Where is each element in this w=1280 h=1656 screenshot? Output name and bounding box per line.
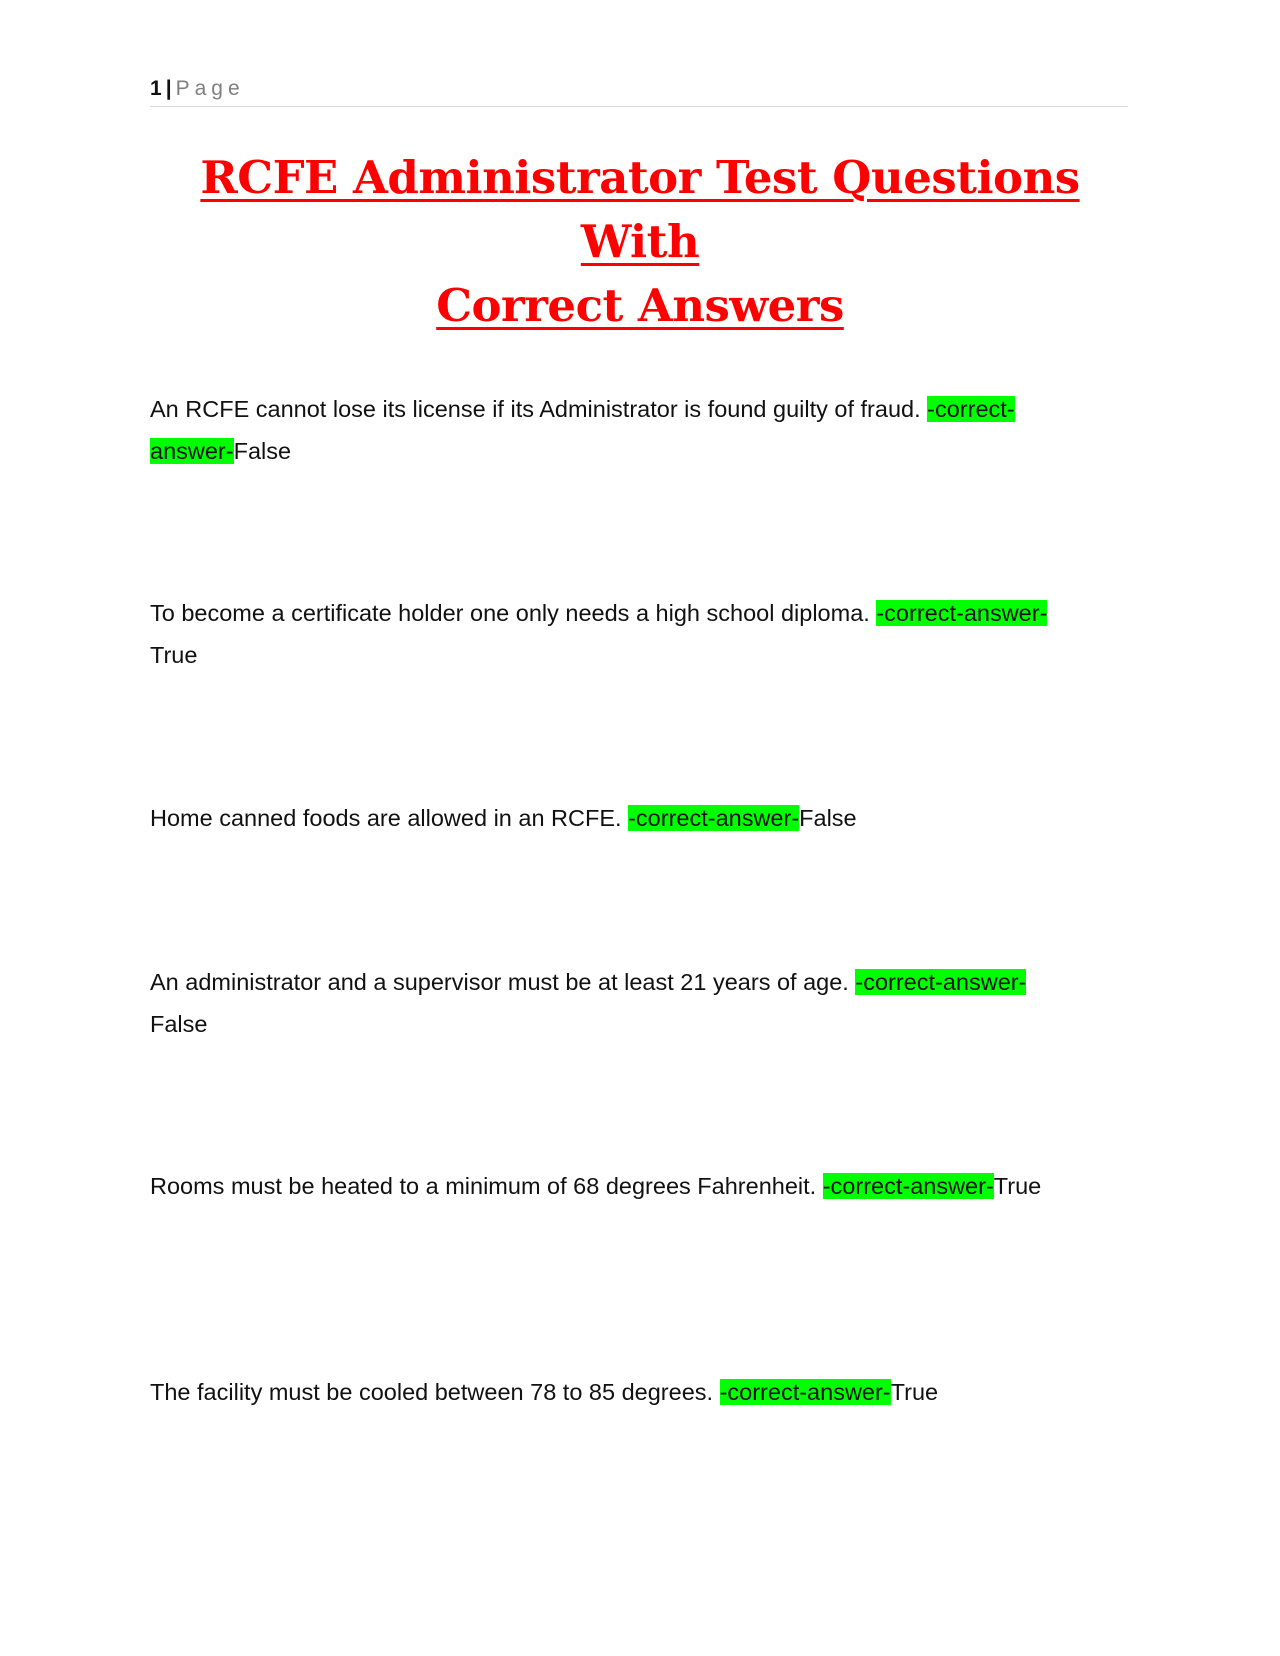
qa-answer: True (150, 642, 198, 668)
correct-answer-marker: -correct-answer- (150, 396, 1015, 464)
page-label: Page (175, 77, 245, 100)
qa-answer: False (233, 438, 292, 464)
qa-question: An administrator and a supervisor must be at least 21 years of age. (150, 969, 849, 995)
qa-question: The facility must be cooled between 78 to 85 degrees. (150, 1379, 714, 1405)
page-header (150, 76, 1128, 107)
qa-answer: False (150, 1011, 208, 1037)
page-separator: | (165, 77, 172, 100)
qa-item-2 (150, 592, 1090, 676)
document-title (150, 146, 1130, 338)
qa-answer: False (799, 805, 857, 831)
correct-answer-marker: -correct-answer- (855, 969, 1027, 995)
qa-answer: True (890, 1379, 939, 1405)
qa-question: Home canned foods are allowed in an RCFE. (150, 805, 622, 831)
qa-answer: True (993, 1173, 1042, 1199)
correct-answer-marker: -correct-answer- (822, 1173, 994, 1199)
document-title-line-2: Correct Answers (436, 279, 844, 332)
correct-answer-marker: -correct-answer- (876, 600, 1048, 626)
qa-question: An RCFE cannot lose its license if its Administrator is found guilty of fraud. (150, 396, 921, 422)
qa-item-1 (150, 388, 1030, 472)
document-title-line-1: RCFE Administrator Test Questions With (200, 151, 1080, 268)
qa-item-5 (150, 1165, 1110, 1207)
correct-answer-marker: -correct-answer- (719, 1379, 891, 1405)
correct-answer-marker: -correct-answer- (628, 805, 800, 831)
qa-item-3 (150, 797, 1110, 839)
page-number: 1 (150, 77, 162, 100)
qa-item-6 (150, 1371, 1110, 1413)
qa-question: Rooms must be heated to a minimum of 68 degrees Fahrenheit. (150, 1173, 817, 1199)
qa-question: To become a certificate holder one only needs a high school diploma. (150, 600, 870, 626)
qa-item-4 (150, 961, 1060, 1045)
